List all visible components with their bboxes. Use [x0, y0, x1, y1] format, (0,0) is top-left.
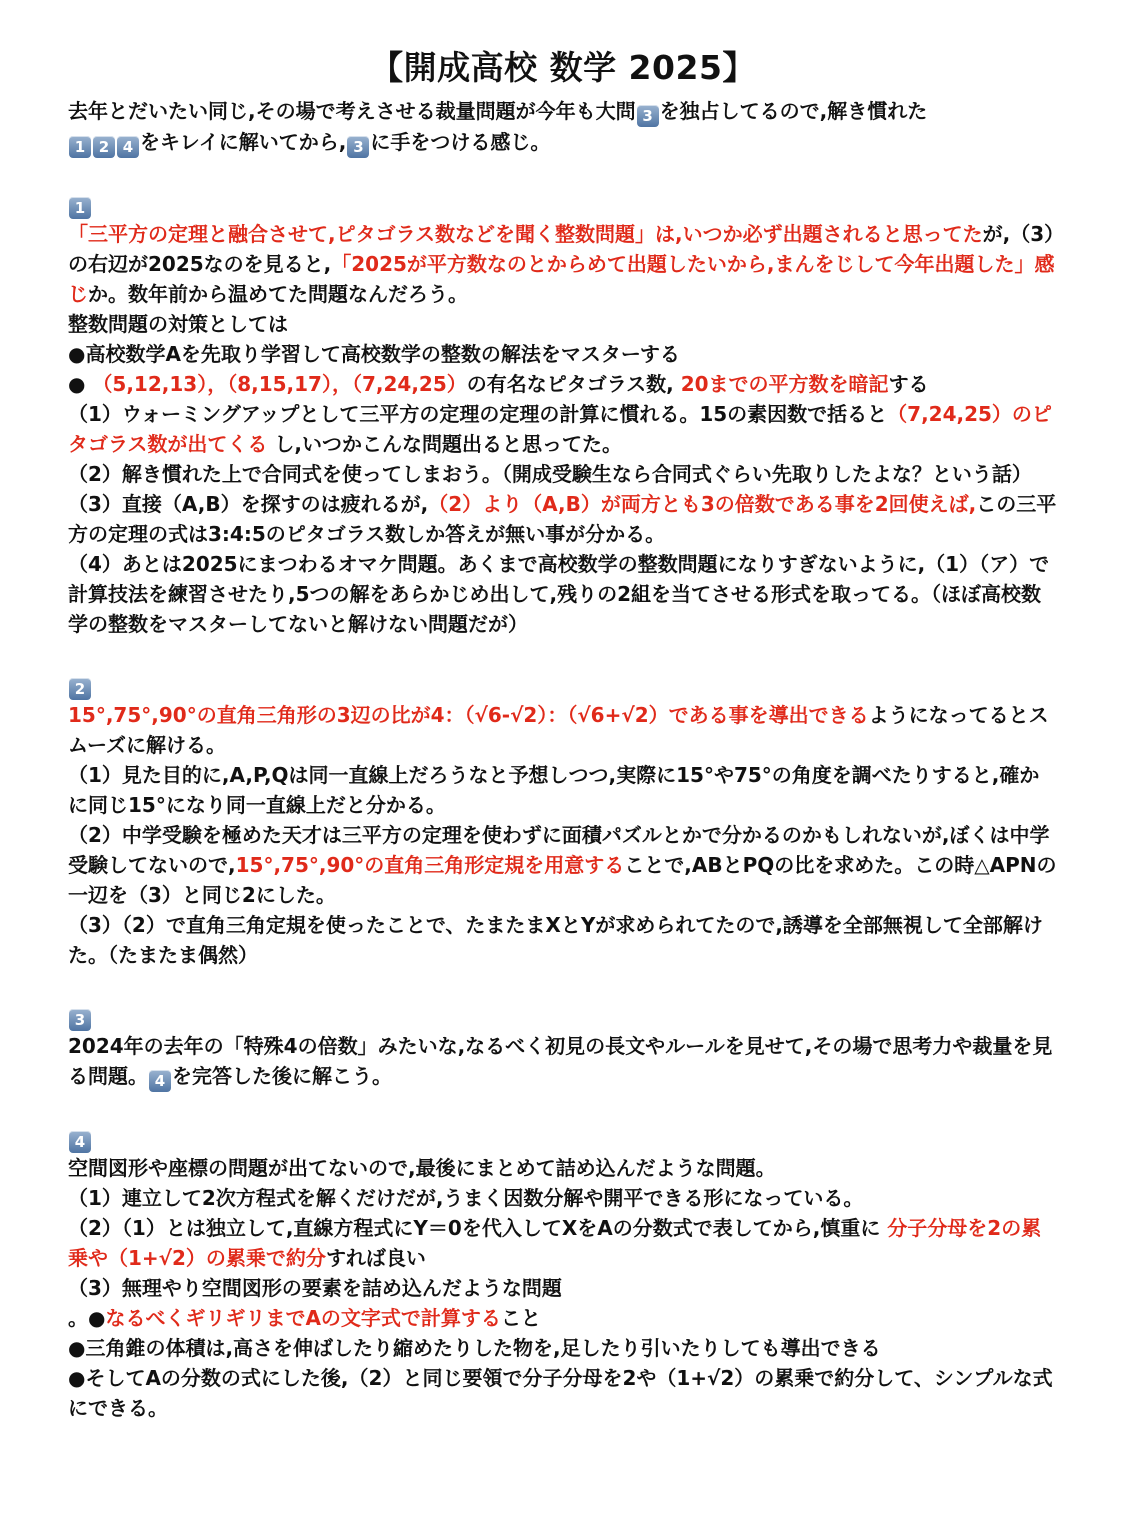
- section-4-bullet: ●そしてAの分数の式にした後,（2）と同じ要領で分子分母を2や（1+√2）の累乗で約分して、シンプルな式にできる。: [68, 1366, 1053, 1420]
- highlight-text: なるべくギリギリまでAの文字式で計算する: [105, 1306, 501, 1330]
- spacer: [68, 158, 1058, 188]
- section-4-item-2: [68, 1213, 1058, 1273]
- section-1-item-4: （4）あとは2025にまつわるオマケ問題。あくまで高校数学の整数問題になりすぎないように,（1）（ア）で計算技法を練習させたり,5つの解をあらかじめ出して,残りの2組を当てさせる形式を取ってる。（ほぼ高校数学の整数をマスターしてないと解けない問題だが）: [68, 552, 1050, 636]
- section-3-heading: [68, 1000, 1058, 1031]
- body-text: を完答した後に解こう。: [172, 1064, 392, 1088]
- highlight-text: 20までの平方数を暗記: [680, 372, 889, 396]
- number-4-badge-icon: 4: [69, 1131, 91, 1153]
- number-4-badge-icon: 4: [117, 136, 139, 158]
- section-4-line: 空間図形や座標の問題が出てないので,最後にまとめて詰め込んだような問題。: [68, 1156, 776, 1180]
- body-text: すれば良い: [325, 1246, 426, 1270]
- section-4-item-1: （1）連立して2次方程式を解くだけだが,うまく因数分解や開平できる形になっている。: [68, 1186, 864, 1210]
- body-text: か。数年前から温めてた問題なんだろう。: [88, 282, 468, 306]
- body-text: ●: [68, 372, 93, 396]
- highlight-text: 15°,75°,90°の直角三角形の3辺の比が4：（√6-√2）：（√6+√2）である事を導出できる: [68, 703, 869, 727]
- body-text: 。●: [68, 1306, 106, 1330]
- body-text: 2024年の去年の「特殊4の倍数」みたいな,なるべく初見の長文やルールを見せて,その場で思考力や裁量を見る問題。: [68, 1034, 1053, 1088]
- section-3-paragraph: [68, 1031, 1058, 1092]
- highlight-text: （2）より（A,B）が両方とも3の倍数である事を2回使えば,: [428, 492, 977, 516]
- highlight-text: 「三平方の定理と融合させて,ピタゴラス数などを聞く整数問題」は,いつか必ず出題されると思ってた: [68, 222, 983, 246]
- section-4-heading: [68, 1122, 1058, 1153]
- spacer: [68, 639, 1058, 669]
- section-2-item-2: [68, 820, 1058, 910]
- section-2-heading: [68, 669, 1058, 700]
- section-1-line: 整数問題の対策としては: [68, 312, 288, 336]
- section-4-item-3: （3）無理やり空間図形の要素を詰め込んだような問題: [68, 1276, 562, 1300]
- body-text: が,（3）の右辺が2025なのを見ると,: [68, 222, 1055, 276]
- body-text: （2）（1）とは独立して,直線方程式にY＝0を代入してXをAの分数式で表してから,慎重に: [68, 1216, 888, 1240]
- body-text: ようになってるとスムーズに解ける。: [68, 703, 1049, 757]
- section-1-bullet: [68, 369, 1058, 399]
- highlight-text: 分子分母を2の累乗や（1+√2）の累乗で約分: [68, 1216, 1042, 1270]
- body-text: ことで,ABとPQの比を求めた。この時△APNの一辺を（3）と同じ2にした。: [68, 853, 1057, 907]
- section-1-paragraph: [68, 219, 1058, 309]
- number-2-badge-icon: 2: [69, 678, 91, 700]
- number-4-badge-icon: 4: [149, 1070, 171, 1092]
- number-3-badge-icon: 3: [637, 105, 659, 127]
- section-1-item-1: [68, 399, 1058, 459]
- number-1-badge-icon: 1: [69, 136, 91, 158]
- body-text: こと: [500, 1306, 541, 1330]
- section-2-item-3: （3）（2）で直角三角定規を使ったことで、たまたまXとYが求められてたので,誘導を全部無視して全部解けた。（たまたま偶然）: [68, 913, 1043, 967]
- highlight-text: 「2025が平方数なのとからめて出題したいから,まんをじして今年出題した」感じ: [68, 252, 1055, 306]
- body-text: （3）直接（A,B）を探すのは疲れるが,: [68, 492, 429, 516]
- section-1-bullet: ●高校数学Aを先取り学習して高校数学の整数の解法をマスターする: [68, 342, 680, 366]
- spacer: [68, 970, 1058, 1000]
- intro-text: 去年とだいたい同じ,その場で考えさせる裁量問題が今年も大問: [68, 99, 636, 123]
- intro-text: に手をつける感じ。: [370, 130, 551, 154]
- highlight-text: 15°,75°,90°の直角三角形定規を用意する: [235, 853, 625, 877]
- section-4-bullet: [68, 1303, 1058, 1333]
- body-text: の有名なピタゴラス数,: [466, 372, 681, 396]
- intro-paragraph: [68, 96, 1058, 158]
- section-1-heading: [68, 188, 1058, 219]
- section-1-item-2: （2）解き慣れた上で合同式を使ってしまおう。（開成受験生なら合同式ぐらい先取りしたよな？という話）: [68, 462, 1032, 486]
- intro-text: をキレイに解いてから,: [140, 130, 347, 154]
- section-2-item-1: （1）見た目的に,A,P,Qは同一直線上だろうなと予想しつつ,実際に15°や75°の角度を調べたりすると,確かに同じ15°になり同一直線上だと分かる。: [68, 763, 1040, 817]
- intro-text: を独占してるので,解き慣れた: [659, 99, 928, 123]
- section-2-paragraph: [68, 700, 1058, 760]
- number-2-badge-icon: 2: [93, 136, 115, 158]
- section-1-item-3: [68, 489, 1058, 549]
- body-text: （1）ウォーミングアップとして三平方の定理の定理の計算に慣れる。15の素因数で括ると: [68, 402, 888, 426]
- highlight-text: （7,24,25）のピタゴラス数が出てくる: [68, 402, 1052, 456]
- number-1-badge-icon: 1: [69, 197, 91, 219]
- highlight-text: （5,12,13），（8,15,17），（7,24,25）: [92, 372, 467, 396]
- number-3-badge-icon: 3: [69, 1009, 91, 1031]
- spacer: [68, 1092, 1058, 1122]
- number-3-badge-icon: 3: [347, 136, 369, 158]
- body-text: する: [888, 372, 929, 396]
- section-4-bullet: ●三角錐の体積は,高さを伸ばしたり縮めたりした物を,足したり引いたりしても導出できる: [68, 1336, 881, 1360]
- body-text: （2）中学受験を極めた天才は三平方の定理を使わずに面積パズルとかで分かるのかもしれないが,ぼくは中学受験してないので,: [68, 823, 1050, 877]
- page-title: 【開成高校 数学 2025】: [370, 48, 756, 87]
- body-text: この三平方の定理の式は3:4:5のピタゴラス数しか答えが無い事が分かる。: [68, 492, 1057, 546]
- body-text: し,いつかこんな問題出ると思ってた。: [267, 432, 622, 456]
